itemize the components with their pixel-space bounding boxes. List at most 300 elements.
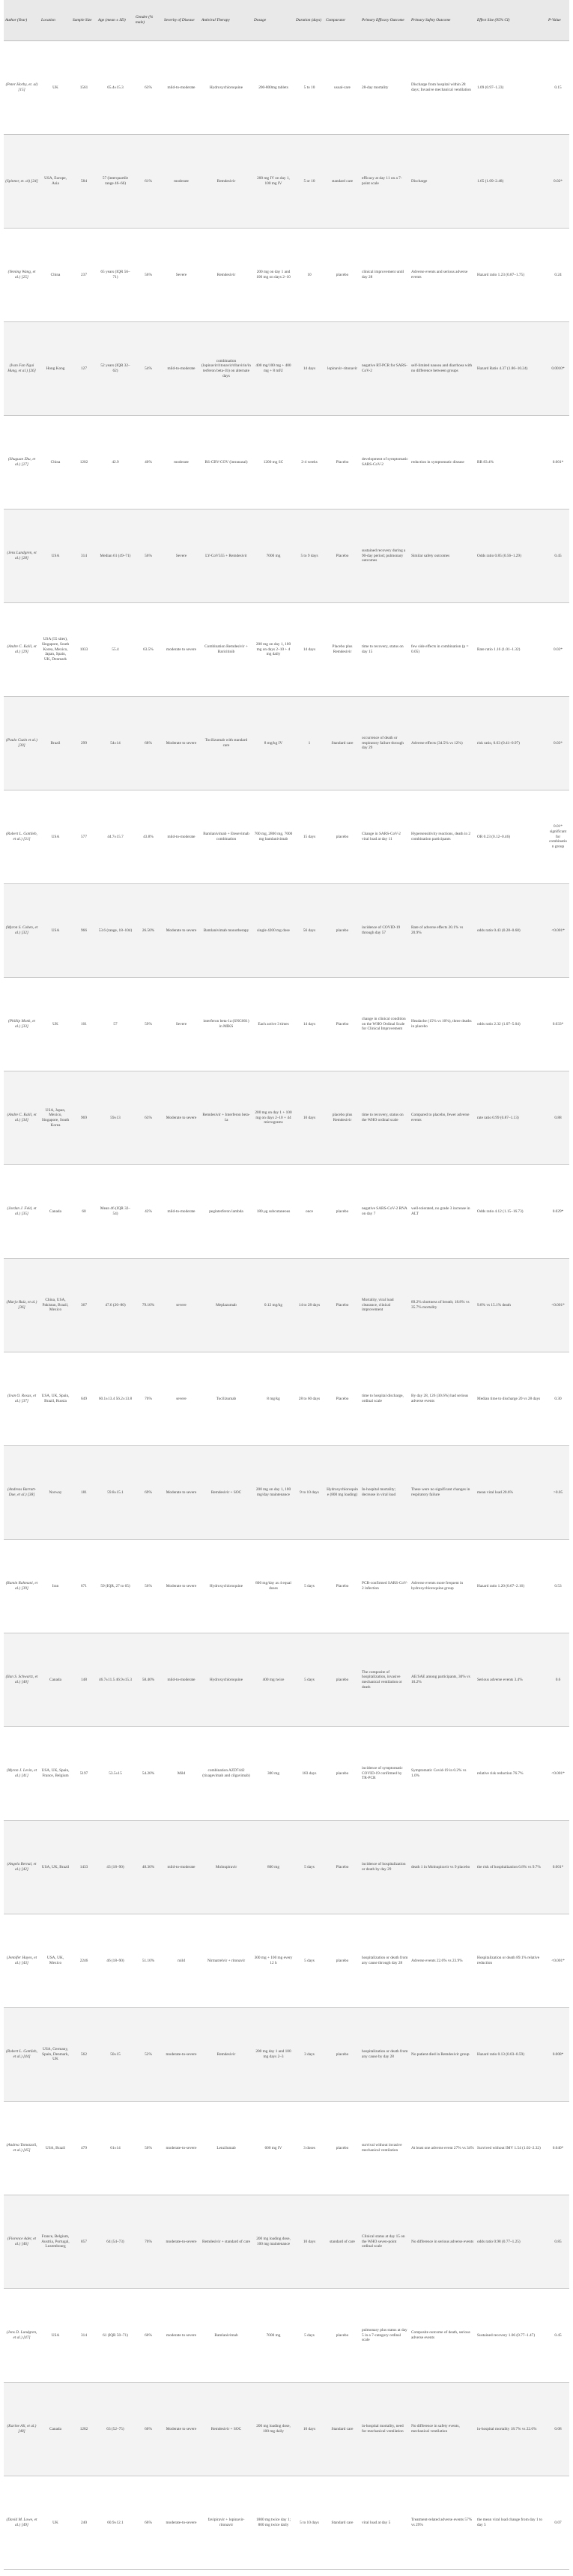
table-cell: Adverse effects (34.5% vs 12%) [410,697,476,790]
table-row [4,2289,569,2383]
table-row [4,978,569,1071]
table-cell: 54% [134,322,163,416]
table-cell: sustained recovery during a 90-day period; pulmonary outcomes [360,510,410,603]
table-cell: time to recovery, status on day 15 [360,603,410,697]
table-cell: negative SARS-CoV-2 RNA on day 7 [360,1165,410,1259]
table-cell: 0.85 [547,2195,569,2289]
table-cell: Severe [163,978,200,1071]
table-cell: France, Belgium, Austria, Portugal, Luxembourg [40,2195,71,2289]
table-cell: 10 days [294,2383,324,2476]
table-row [4,1914,569,2008]
table-cell: 0.033* [547,978,569,1071]
table-cell: time to hospital discharge, ordinal scale [360,1352,410,1446]
table-cell: Remdesivir + Interferon beta-1a [200,1071,252,1165]
table-cell: 200-800mg tablets [252,41,294,135]
table-cell: Rate ratio 1.16 (1.01–1.32) [476,603,547,697]
table-cell: 0.0010* [547,322,569,416]
table-cell: 57 (interquartile range 46–66) [97,135,134,229]
table-cell: Severe [163,510,200,603]
column-header: Antiviral Therapy [200,0,252,41]
table-cell: (Andreas Barratt-Due, et al.) [38] [4,1446,40,1540]
table-cell: (Paulo Cuzin et al.) [30] [4,697,40,790]
table-cell: (Spinner, et. al) [24] [4,135,40,229]
table-cell: Hydroxychloroquine [200,1633,252,1727]
table-row [4,1446,569,1540]
table-cell: mild [163,1914,200,2008]
table-cell: well-tolerated, no grade 3 increase in ALT [410,1165,476,1259]
table-cell: Compared to placebo, fewer adverse events [410,1071,476,1165]
table-cell: Clinical status at day 15 on the WHO seven-point ordinal scale [360,2195,410,2289]
table-cell: usual-care [324,41,360,135]
table-cell: 50±15 [97,2008,134,2102]
table-cell: 65 years (IQR 56–71) [97,229,134,322]
table-cell: 5 days [294,1540,324,1633]
table-cell: Remdesivir [200,135,252,229]
column-header: Primary Safety Outcome [410,0,476,41]
table-cell: 200 mg loading dose, 100 mg maintenance [252,2195,294,2289]
table-cell: 300 mg [252,1727,294,1821]
table-cell: Placebo plus Remdesivir [324,603,360,697]
table-cell: 1.65 (1.09–2.48) [476,135,547,229]
table-cell: 7000 mg [252,2289,294,2383]
column-header: Gender (% male) [134,0,163,41]
table-cell: Remdesivir [200,2008,252,2102]
column-header: Severity of Disease [163,0,200,41]
table-cell: relative risk reduction 76.7% [476,1727,547,1821]
table-cell: Serious adverse events 3.4% [476,1633,547,1727]
table-cell: 54±14 [97,697,134,790]
table-cell: 52 years (IQR 32–62) [97,322,134,416]
table-cell: 15 days [294,790,324,884]
table-cell: occurrence of death or respiratory failure through day 29 [360,697,410,790]
table-cell: 0.02* [547,135,569,229]
table-cell: Placebo [324,510,360,603]
table-row [4,790,569,884]
table-cell: (Jordan J. Feld, et al.) [35] [4,1165,40,1259]
table-cell: 600 mg IV [252,2102,294,2195]
table-cell: (David M. Lowe, et al.) [49] [4,2476,40,2570]
table-cell: moderate-to-severe [163,2102,200,2195]
table-cell: 58.40% [134,1633,163,1727]
table-cell: Discharge [410,135,476,229]
table-cell: USA, UK, Spain, Brazil, Russia [40,1352,71,1446]
table-cell: 101 [71,978,97,1071]
table-cell: 56% [134,1540,163,1633]
table-cell: 44.7±15.7 [97,790,134,884]
table-cell: <0.001* [547,1259,569,1352]
table-cell: the mean viral load change from day 1 to day 5 [476,2476,547,2570]
table-cell: mild-to-moderate [163,322,200,416]
table-cell: 200 mg day 1 and 100 mg days 2–3 [252,2008,294,2102]
table-cell: Molnupiravir [200,1821,252,1914]
table-cell: Standard care [324,2383,360,2476]
table-cell: 0.45 [547,2289,569,2383]
table-row [4,229,569,322]
table-cell: <0.001* [547,1914,569,2008]
table-cell: 7000 mg [252,510,294,603]
table-cell: (Ramin Rahmani, et al.) [39] [4,1540,40,1633]
table-cell: 181 [71,1446,97,1540]
table-cell: 63.5% [134,603,163,697]
table-cell: Each active 3 times [252,978,294,1071]
table-cell: By day 28, 126 (30.6%) had serious adverse events [410,1352,476,1446]
table-cell: Sustained recovery 1.06 (0.77–1.47) [476,2289,547,2383]
table-cell: 314 [71,2289,97,2383]
table-cell: Hazard ratio 0.13 (0.03–0.59) [476,2008,547,2102]
table-cell: interferon beta-1a (SNG001) in MIKS [200,978,252,1071]
table-cell: (Ivan O. Rosas, et al.) [37] [4,1352,40,1446]
table-cell: 60% [134,2289,163,2383]
table-cell: USA, Brazil [40,2102,71,2195]
table-cell: 1202 [71,416,97,510]
table-cell: 857 [71,2195,97,2289]
table-cell: 61±14 [97,2102,134,2195]
table-cell: 0.30 [547,1352,569,1446]
table-cell: 1200 mg SC [252,416,294,510]
table-cell: 577 [71,790,97,884]
table-cell: Canada [40,2383,71,2476]
table-cell: 61% [134,135,163,229]
column-header: Duration (days) [294,0,324,41]
table-cell: (Robert L. Gottlieb, et al.) [44] [4,2008,40,2102]
table-cell: 14 days [294,322,324,416]
table-cell: odds ratio 0.43 (0.28–0.68) [476,884,547,978]
table-cell: placebo [324,2102,360,2195]
table-cell: Moderate to severe [163,884,200,978]
table-cell: 14 days [294,978,324,1071]
table-cell: Placebo [324,1352,360,1446]
table-cell: 237 [71,229,97,322]
table-cell: Rate of adverse effects 20.1% vs 20.9% [410,884,476,978]
table-cell: China, USA, Pakistan, Brazil, Mexico [40,1259,71,1352]
table-cell: incidence of COVID-19 through day 57 [360,884,410,978]
table-header-row [4,0,569,41]
table-cell: Bamlanivimab + Etesevimab combination [200,790,252,884]
table-cell: 0.08 [547,2383,569,2476]
table-cell: Tocilizumab [200,1352,252,1446]
table-cell: 53.5±15 [97,1727,134,1821]
table-cell: odds ratio 0.98 (0.77–1.25) [476,2195,547,2289]
table-cell: the risk of hospitalization 6.8% vs 9.7% [476,1821,547,1914]
column-header: Effect Size (95% CI) [476,0,547,41]
table-cell: 60 [71,1165,97,1259]
table-cell: USA, Europe, Asia [40,135,71,229]
table-cell: Bamlanivimab monotherapy [200,884,252,978]
table-row [4,135,569,229]
table-row [4,416,569,510]
table-cell: 400 mg twice [252,1633,294,1727]
table-cell: (Marjo Ruiz, et al.) [36] [4,1259,40,1352]
table-cell: few side effects in combination (p = 0.05) [410,603,476,697]
table-cell: 299 [71,697,97,790]
table-cell: 562 [71,2008,97,2102]
table-cell: (Jens Lundgren, et al.) [28] [4,510,40,603]
table-cell: No difference in safety events, mechanical ventilation [410,2383,476,2476]
table-cell: Median 61 (49–71) [97,510,134,603]
column-header: Dosage [252,0,294,41]
table-cell: placebo [324,790,360,884]
table-cell: Moderate to severe [163,1071,200,1165]
table-cell: Severe [163,229,200,322]
table-cell: 59.8±15.1 [97,1446,134,1540]
table-cell: peginterferon lambda [200,1165,252,1259]
table-cell: (Ivan Fan Ngai Hung, et al.) [26] [4,322,40,416]
table-cell: Mean 46 (IQR 32–54) [97,1165,134,1259]
table-cell: 56% [134,510,163,603]
table-cell: 53.6 (range, 18–104) [97,884,134,978]
table-cell: 1.09 (0.97–1.23) [476,41,547,135]
table-cell: 0.88 [547,1071,569,1165]
table-cell: 200 mg on day 1 + 100 mg on days 2–10 + 44 micrograms [252,1071,294,1165]
table-row [4,884,569,978]
table-cell: 3 doses [294,2102,324,2195]
table-row [4,1633,569,1727]
table-cell: USA, UK, Mexico [40,1914,71,2008]
table-cell: hospitalization or death from any cause through day 28 [360,1914,410,2008]
table-cell: severe [163,1259,200,1352]
table-row [4,2195,569,2289]
table-cell: 5 days [294,1821,324,1914]
table-cell: Hazard Ratio 4.37 (1.86–10.24) [476,322,547,416]
table-cell: 57 [97,978,134,1071]
table-cell: 28-day mortality [360,41,410,135]
table-cell: (Florence Ader, et al.) [46] [4,2195,40,2289]
column-header: Sample Size [71,0,97,41]
table-cell: 400 mg/100 mg + 400 mg + 8 mIU [252,322,294,416]
table-cell: 8 mg/kg [252,1352,294,1446]
table-cell: incidence of hospitalization or death by day 29 [360,1821,410,1914]
table-cell: 60.1±13.4 56.2±13.8 [97,1352,134,1446]
table-cell: Hypersensitivity reactions, death in 2 combination participants [410,790,476,884]
table-cell: 59 (IQR, 27 to 65) [97,1540,134,1633]
table-cell: In-hospital mortality; decrease in viral load [360,1446,410,1540]
table-cell: USA (55 sites), Singapore, South Korea, Mexico, Japan, Spain, UK, Denmark [40,603,71,697]
table-cell: 5 or 10 [294,135,324,229]
table-row [4,322,569,416]
table-cell: RR 83.4% [476,416,547,510]
table-cell: <0.001* [547,884,569,978]
table-cell: 969 [71,1071,97,1165]
table-cell: Norway [40,1446,71,1540]
table-cell: placebo [324,1727,360,1821]
table-cell: 1033 [71,603,97,697]
table-cell: Adverse events more frequent in hydroxychloroquine group [410,1540,476,1633]
table-cell: USA, UK, Spain, France, Belgium [40,1727,71,1821]
table-cell: risk ratio, 0.63 (0.41–0.97) [476,697,547,790]
table-cell: Discharge from hospital within 28 days; Invasive mechanical ventilation [410,41,476,135]
table-cell: Change in SARS-CoV-2 viral load at day 11 [360,790,410,884]
table-cell: 240 [71,2476,97,2570]
table-cell: moderate [163,416,200,510]
table-cell: 584 [71,135,97,229]
table-cell: 61 (IQR 50–71) [97,2289,134,2383]
table-row [4,2008,569,2102]
table-cell: (Andre C. Kalil, et al.) [29] [4,603,40,697]
table-cell: 14 days [294,603,324,697]
table-cell: 63 (52–75) [97,2383,134,2476]
table-cell: Placebo [324,1821,360,1914]
table-cell: moderate [163,135,200,229]
table-cell: 200 mg loading dose, 100 mg daily [252,2383,294,2476]
table-cell: 0.029* [547,1165,569,1259]
table-cell: 1800 mg twice day 1; 800 mg twice daily [252,2476,294,2570]
table-cell: 43.8% [134,790,163,884]
table-cell: (Andrea Tomezzoli, et al.) [45] [4,2102,40,2195]
table-cell: (Phillip Monk, et al.) [33] [4,978,40,1071]
table-cell: Iran [40,1540,71,1633]
table-cell: change in clinical condition on the WHO Ordinal Scale for Clinical Improvement [360,978,410,1071]
table-cell: Brazil [40,697,71,790]
table-row [4,510,569,603]
table-cell: single 4200 mg dose [252,884,294,978]
table-cell: 0.008* [547,2008,569,2102]
table-cell: 14 to 28 days [294,1259,324,1352]
table-cell: 56 days [294,884,324,978]
table-cell: 54.20% [134,1727,163,1821]
table-cell: 180 μg subcutaneous [252,1165,294,1259]
table-cell: 69% [134,1446,163,1540]
table-cell: 46 (18–90) [97,1914,134,2008]
table-cell: 0.001* [547,1821,569,1914]
column-header: Age (mean ± SD) [97,0,134,41]
table-cell: 66% [134,2476,163,2570]
table-cell: Headache (15% vs 10%), three deaths in placebo [410,978,476,1071]
table-cell: 127 [71,322,97,416]
table-cell: 0.01* significant for combination group [547,790,569,884]
table-cell: reduction in symptomatic disease [410,416,476,510]
table-cell: placebo [324,1914,360,2008]
table-cell: 47.6 (20–80) [97,1259,134,1352]
table-cell: 200 mg IV on day 1, 100 mg IV [252,135,294,229]
table-cell: placebo [324,1633,360,1727]
table-cell: 0.001* [547,416,569,510]
table-cell: 649 [71,1352,97,1446]
table-cell: 70% [134,2195,163,2289]
table-cell: Standard care [324,697,360,790]
table-cell: 0.6 [547,1633,569,1727]
column-header: Location [40,0,71,41]
table-cell: 63% [134,41,163,135]
table-cell: 200 mg on day 1, 100 mg on days 2–10 + 4 mg daily [252,603,294,697]
table-cell: The composite of hospitalization, invasive mechanical ventilation or death [360,1633,410,1727]
table-cell: 28 to 60 days [294,1352,324,1446]
table-cell: rate ratio 0.99 (0.87–1.13) [476,1071,547,1165]
table-cell: 43 (18–90) [97,1821,134,1914]
table-cell: 8 mg/kg IV [252,697,294,790]
table-cell: USA [40,790,71,884]
table-row [4,1540,569,1633]
table-cell: placebo [324,229,360,322]
table-cell: No patient died in Remdesivir group [410,2008,476,2102]
table-cell: placebo plus Remdesivir [324,1071,360,1165]
table-cell: combination AZD7442 (tixagevimab and cilgavimab) [200,1727,252,1821]
table-cell: 50% [134,2102,163,2195]
table-cell: moderate-to-severe [163,2476,200,2570]
table-cell: Canada [40,1165,71,1259]
table-cell: Hospitalization or death 89.1% relative reduction [476,1914,547,2008]
table-cell: standard of care [324,2195,360,2289]
table-cell: placebo [324,2289,360,2383]
table-cell: 9 to 10 days [294,1446,324,1540]
table-cell: Hydroxychloroquine [200,41,252,135]
table-cell: UK [40,978,71,1071]
table-cell: self-limited nausea and diarrhoea with no difference between groups [410,322,476,416]
table-cell: moderate to severe [163,603,200,697]
table-cell: 148 [71,1633,97,1727]
column-header: P-Value [547,0,569,41]
table-cell: odds ratio 2.32 (1.07–5.04) [476,978,547,1071]
table-cell: Adverse events and serious adverse events [410,229,476,322]
column-header: Author (Year) [4,0,40,41]
table-cell: negative RT-PCR for SARS-CoV-2 [360,322,410,416]
table-row [4,1071,569,1165]
table-cell: Moderate to severe [163,1446,200,1540]
table-cell: mild-to-moderate [163,790,200,884]
table-cell: OR 0.23 (0.12–0.46) [476,790,547,884]
table-cell: (Jennifer Hayes, et al.) [43] [4,1914,40,2008]
table-cell: Moderate to severe [163,1540,200,1633]
table-cell: Odds ratio 4.12 (1.15–16.73) [476,1165,547,1259]
table-cell: Composite outcome of death, serious adverse events [410,2289,476,2383]
table-cell: Hydroxychloroquine [200,1540,252,1633]
table-cell: mild-to-moderate [163,41,200,135]
table-cell: 1 [294,697,324,790]
table-cell: Treatment-related adverse events 57% vs 29% [410,2476,476,2570]
table-cell: 5 days [294,1633,324,1727]
table-cell: 5 to 9 days [294,510,324,603]
table-row [4,697,569,790]
table-cell: clinical improvement until day 28 [360,229,410,322]
table-cell: 60% [134,2383,163,2476]
table-cell: Placebo [324,1259,360,1352]
table-cell: USA, Germany, Spain, Denmark, UK [40,2008,71,2102]
table-cell: Symptomatic Covid-19 in 0.2% vs 1.0% [410,1727,476,1821]
table-cell: 0.040* [547,2102,569,2195]
table-cell: Hydroxychloroquine (800 mg loading) [324,1446,360,1540]
table-cell: severe [163,1352,200,1446]
table-cell: viral load at day 5 [360,2476,410,2570]
table-cell: favipiravir + lopinavir-ritonavir [200,2476,252,2570]
table-cell: 5 to 10 [294,41,324,135]
table-cell: 42.9 [97,416,134,510]
table-cell: USA [40,510,71,603]
table-cell: 0.03* [547,697,569,790]
table-row [4,1165,569,1259]
table-cell: Placebo [324,1540,360,1633]
table-cell: Canada [40,1633,71,1727]
table-cell: 70% [134,1352,163,1446]
table-cell: Remdesivir + SOC [200,1446,252,1540]
table-cell: USA [40,2289,71,2383]
table-cell: 314 [71,510,97,603]
table-cell: 2246 [71,1914,97,2008]
table-cell: 3 days [294,2008,324,2102]
table-cell: 10 days [294,2195,324,2289]
table-cell: 5 days [294,1914,324,2008]
table-cell: Nirmatrelvir + ritonavir [200,1914,252,2008]
table-cell: Hazard ratio 1.23 (0.87–1.75) [476,229,547,322]
table-cell: Survived without IMV 1.54 (1.02–2.32) [476,2102,547,2195]
table-cell: Meplazumab [200,1259,252,1352]
table-cell: combination (lopinavir/ritonavir/ribavirin/interferon beta-1b) on alternate days [200,322,252,416]
table-cell: in-hospital mortality, need for mechanical ventilation [360,2383,410,2476]
table-cell: (Myron S. Cohen, et al.) [32] [4,884,40,978]
table-cell: 1282 [71,2383,97,2476]
table-cell: 0.53 [547,1540,569,1633]
table-cell: (Ilan S. Schwartz, et al.) [40] [4,1633,40,1727]
table-cell: (Myron J. Levin, et al.) [41] [4,1727,40,1821]
table-cell: Tocilizumab with standard care [200,697,252,790]
